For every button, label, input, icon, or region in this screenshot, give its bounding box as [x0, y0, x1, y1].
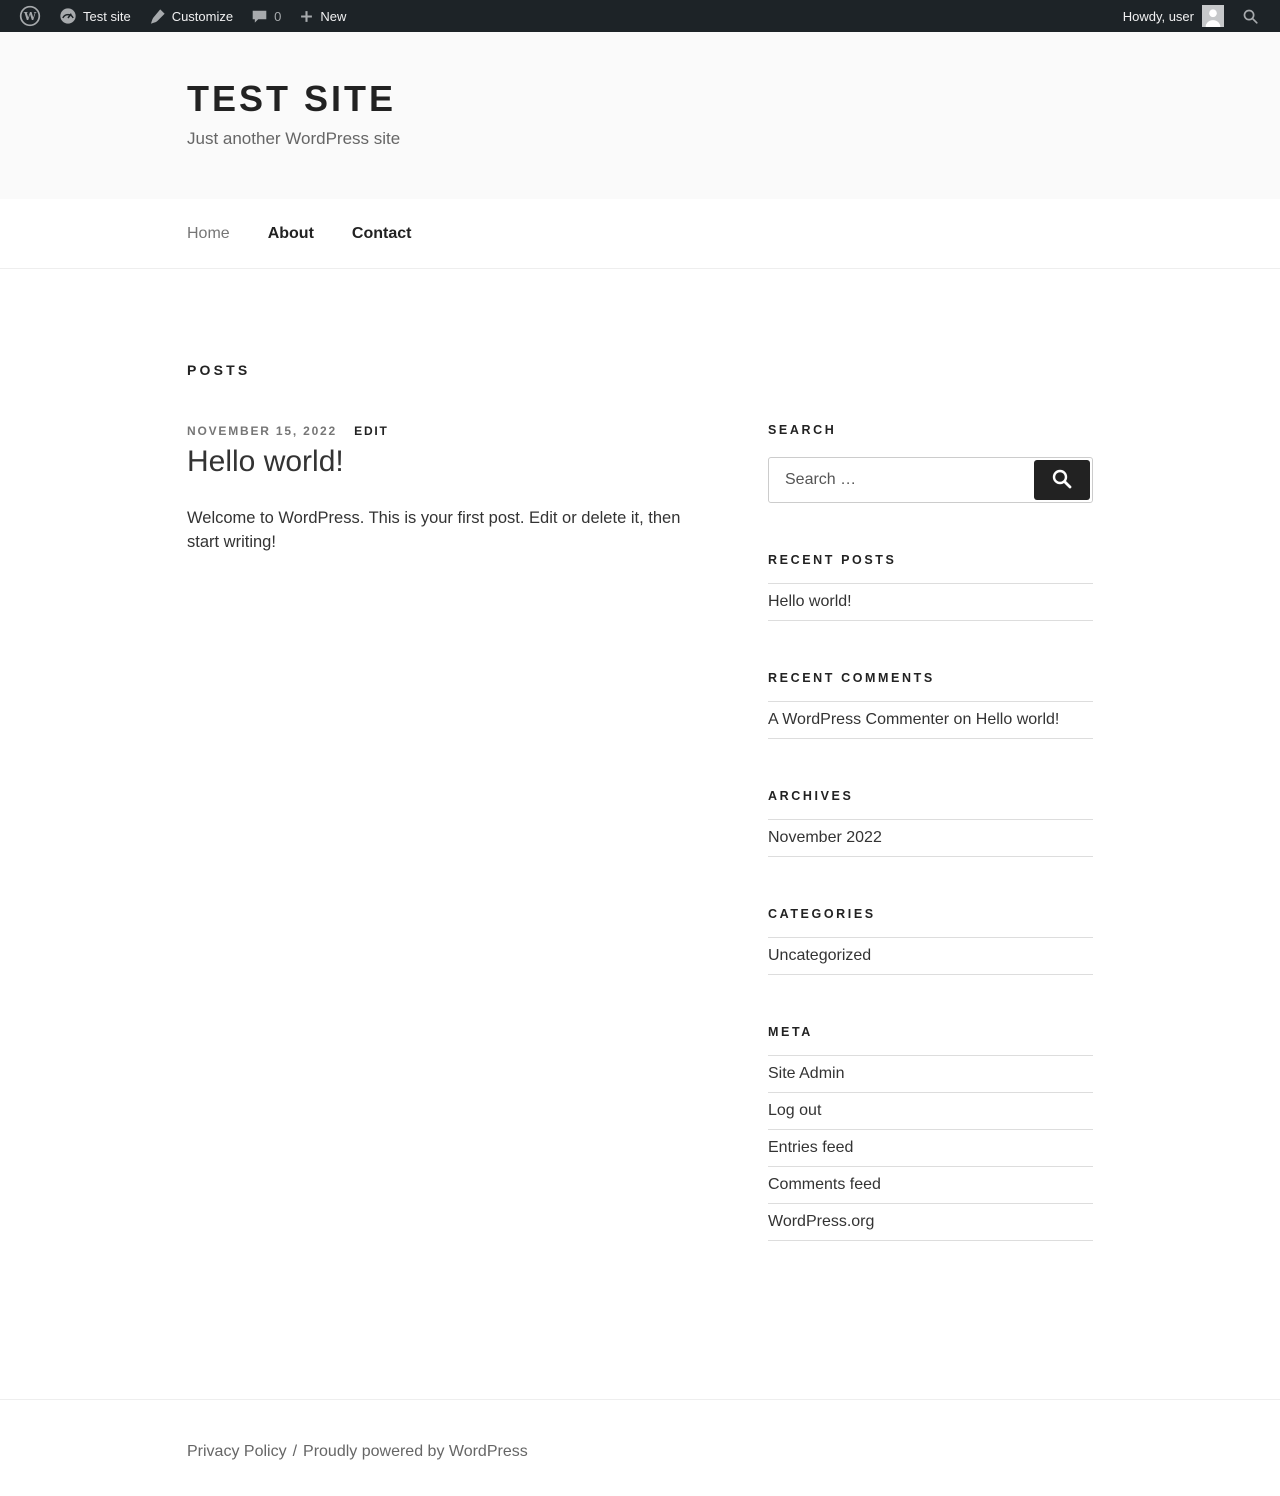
- category-link[interactable]: Uncategorized: [768, 947, 872, 964]
- widget-archives-title: ARCHIVES: [768, 789, 854, 803]
- site-footer: [0, 1399, 1280, 1496]
- search-submit-button[interactable]: [1034, 460, 1090, 500]
- main-nav: [0, 199, 1280, 269]
- dashboard-icon: [59, 7, 77, 25]
- admin-bar: [0, 0, 1280, 32]
- admin-bar-new-label: New: [320, 8, 347, 24]
- widget-recent-comments: [768, 671, 1093, 739]
- avatar: [1202, 5, 1224, 27]
- admin-bar-customize-label: Customize: [171, 8, 234, 24]
- list-item: [768, 1056, 1093, 1093]
- admin-bar-customize[interactable]: [140, 0, 242, 32]
- list-item: [768, 1204, 1093, 1241]
- entry-body: Welcome to WordPress. This is your first post. Edit or delete it, then start writing!: [187, 509, 681, 552]
- admin-bar-comments[interactable]: [242, 0, 290, 32]
- entry-edit-link[interactable]: EDIT: [354, 424, 389, 438]
- widget-recent-posts: [768, 553, 1093, 621]
- list-item: [768, 1167, 1093, 1204]
- list-item: [768, 1093, 1093, 1130]
- meta-comments-feed-link[interactable]: Comments feed: [768, 1176, 881, 1193]
- widget-search-title: SEARCH: [768, 423, 837, 437]
- list-item: [768, 584, 1093, 621]
- admin-bar-right: [1114, 0, 1268, 32]
- svg-text:W: W: [23, 10, 37, 23]
- widget-recent-comments-title: RECENT COMMENTS: [768, 671, 935, 685]
- widget-archives: [768, 789, 1093, 857]
- site-tagline: Just another WordPress site: [187, 129, 401, 148]
- nav-item-contact[interactable]: Contact: [351, 224, 412, 242]
- widget-categories-title: CATEGORIES: [768, 907, 876, 921]
- admin-bar-my-account[interactable]: [1114, 0, 1233, 32]
- customize-brush-icon: [149, 8, 166, 25]
- sidebar: [768, 362, 1093, 1291]
- footer-separator: /: [292, 1443, 298, 1460]
- admin-bar-search-button[interactable]: [1233, 0, 1268, 32]
- plus-icon: [299, 9, 314, 24]
- site-header: [0, 32, 1280, 199]
- admin-bar-comment-count: 0: [274, 8, 282, 24]
- meta-entries-feed-link[interactable]: Entries feed: [768, 1139, 854, 1156]
- search-icon: [1050, 467, 1074, 494]
- search-form: [768, 457, 1093, 503]
- site-title-link[interactable]: TEST SITE: [187, 78, 397, 119]
- comment-connector: on: [949, 711, 976, 728]
- nav-item-home[interactable]: Home: [187, 224, 230, 242]
- widget-categories: [768, 907, 1093, 975]
- search-icon: [1242, 8, 1259, 25]
- list-item: [768, 702, 1093, 739]
- admin-bar-howdy-label: Howdy, user: [1122, 8, 1194, 24]
- meta-log-out-link[interactable]: Log out: [768, 1102, 822, 1119]
- admin-bar-left: [10, 0, 355, 32]
- admin-bar-new[interactable]: [290, 0, 355, 32]
- page-title: POSTS: [187, 362, 251, 378]
- post-entry: [187, 424, 684, 555]
- recent-post-link[interactable]: Hello world!: [768, 593, 852, 610]
- widget-meta-title: META: [768, 1025, 813, 1039]
- site-content: [187, 269, 1093, 1399]
- list-item: [768, 820, 1093, 857]
- meta-wordpress-org-link[interactable]: WordPress.org: [768, 1213, 875, 1230]
- wordpress-logo-icon: [19, 5, 41, 27]
- comment-author-link[interactable]: A WordPress Commenter: [768, 711, 950, 728]
- admin-bar-site-name[interactable]: [50, 0, 140, 32]
- comment-bubble-icon: [251, 8, 268, 25]
- meta-site-admin-link[interactable]: Site Admin: [768, 1065, 845, 1082]
- wp-logo-menu[interactable]: [10, 0, 50, 32]
- widget-meta: [768, 1025, 1093, 1241]
- powered-by-link[interactable]: Proudly powered by WordPress: [303, 1443, 528, 1460]
- widget-recent-posts-title: RECENT POSTS: [768, 553, 897, 567]
- list-item: [768, 1130, 1093, 1167]
- entry-title-link[interactable]: Hello world!: [187, 445, 344, 478]
- widget-search: [768, 423, 1093, 503]
- archive-link[interactable]: November 2022: [768, 829, 882, 846]
- search-input[interactable]: [771, 460, 1034, 500]
- admin-bar-site-name-label: Test site: [83, 8, 131, 24]
- list-item: [768, 938, 1093, 975]
- entry-date-link[interactable]: NOVEMBER 15, 2022: [187, 424, 337, 438]
- posts-column: [187, 362, 684, 1291]
- nav-item-about[interactable]: About: [267, 224, 314, 242]
- entry-meta: [187, 424, 684, 438]
- privacy-policy-link[interactable]: Privacy Policy: [187, 1443, 287, 1460]
- comment-post-link[interactable]: Hello world!: [975, 711, 1060, 728]
